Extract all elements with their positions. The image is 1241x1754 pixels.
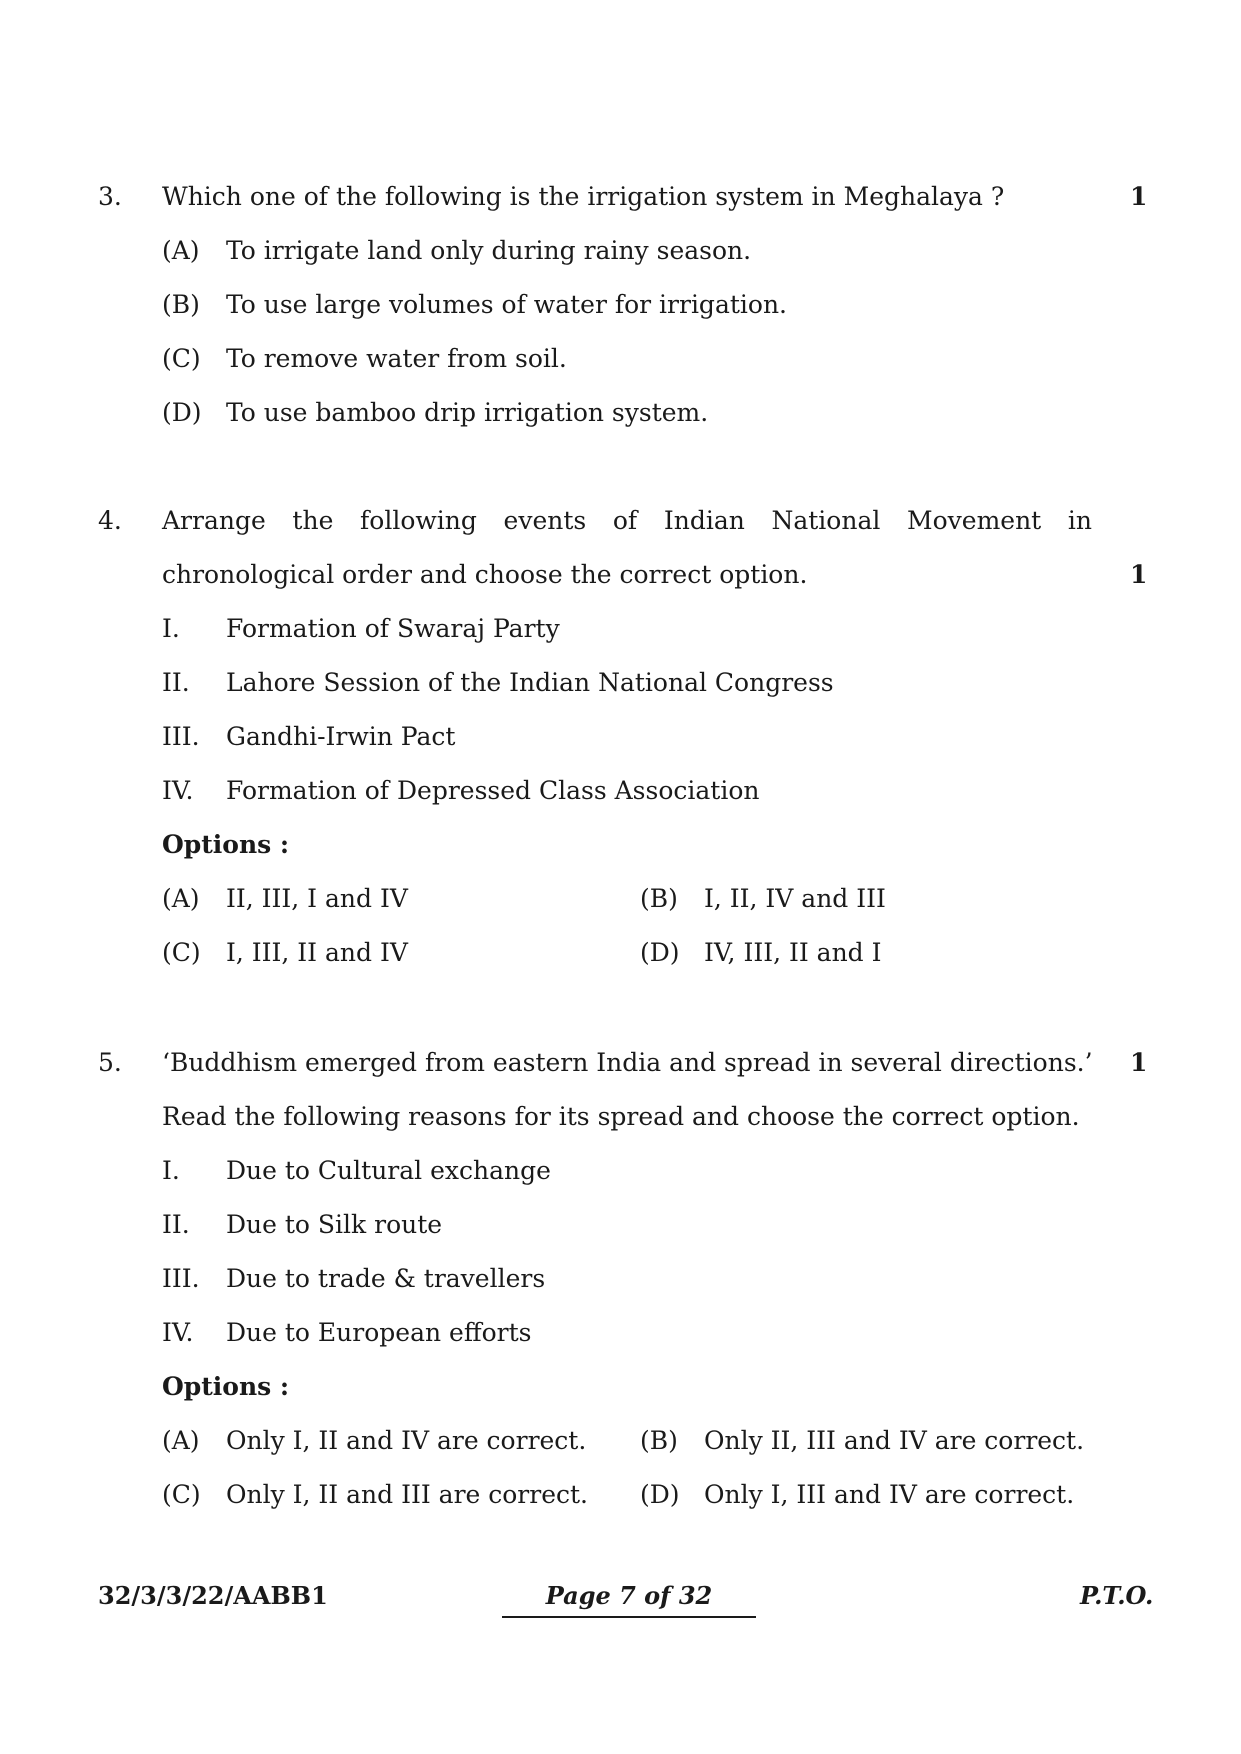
option-text: I, II, IV and III (704, 884, 886, 913)
statement-text: Due to European efforts (226, 1318, 532, 1347)
statement-text: Formation of Depressed Class Association (226, 776, 760, 805)
statement-label: IV. (162, 1318, 194, 1347)
statement-label: I. (162, 614, 180, 643)
question-marks: 1 (1130, 182, 1148, 211)
statement-text: Due to trade & travellers (226, 1264, 546, 1293)
option-text: Only I, II and IV are correct. (226, 1426, 587, 1455)
option-label: (B) (640, 1426, 678, 1455)
option-text: II, III, I and IV (226, 884, 408, 913)
option-label: (D) (640, 1480, 680, 1509)
option-label: (B) (162, 290, 200, 319)
question-number: 5. (98, 1048, 122, 1077)
options-heading: Options : (162, 1372, 290, 1401)
question-text: Read the following reasons for its spread and choose the correct option. (162, 1102, 1080, 1131)
option-label: (C) (162, 938, 201, 967)
statement-label: I. (162, 1156, 180, 1185)
statement-label: IV. (162, 776, 194, 805)
option-label: (C) (162, 1480, 201, 1509)
question-marks: 1 (1130, 560, 1148, 589)
statement-text: Formation of Swaraj Party (226, 614, 560, 643)
pto-label: P.T.O. (1080, 1581, 1154, 1610)
option-text: Only I, III and IV are correct. (704, 1480, 1075, 1509)
option-label: (A) (162, 236, 200, 265)
option-label: (A) (162, 884, 200, 913)
statement-text: Lahore Session of the Indian National Congress (226, 668, 834, 697)
option-label: (B) (640, 884, 678, 913)
option-text: To remove water from soil. (226, 344, 567, 373)
option-label: (A) (162, 1426, 200, 1455)
paper-code: 32/3/3/22/AABB1 (98, 1581, 328, 1610)
statement-text: Due to Cultural exchange (226, 1156, 551, 1185)
option-label: (D) (640, 938, 680, 967)
option-text: I, III, II and IV (226, 938, 408, 967)
option-text: To use large volumes of water for irrigation. (226, 290, 787, 319)
question-text: Arrange the following events of Indian National Movement in (162, 506, 1092, 535)
option-label: (D) (162, 398, 202, 427)
option-text: To use bamboo drip irrigation system. (226, 398, 709, 427)
statement-label: III. (162, 1264, 200, 1293)
question-text: ‘Buddhism emerged from eastern India and spread in several directions.’ (162, 1048, 1093, 1077)
option-label: (C) (162, 344, 201, 373)
question-number: 3. (98, 182, 122, 211)
question-text: chronological order and choose the correct option. (162, 560, 808, 589)
option-text: Only I, II and III are correct. (226, 1480, 588, 1509)
option-text: To irrigate land only during rainy season. (226, 236, 752, 265)
statement-label: II. (162, 668, 190, 697)
statement-text: Gandhi-Irwin Pact (226, 722, 456, 751)
options-heading: Options : (162, 830, 290, 859)
statement-text: Due to Silk route (226, 1210, 443, 1239)
option-text: IV, III, II and I (704, 938, 882, 967)
option-text: Only II, III and IV are correct. (704, 1426, 1085, 1455)
question-marks: 1 (1130, 1048, 1148, 1077)
statement-label: II. (162, 1210, 190, 1239)
question-number: 4. (98, 506, 122, 535)
statement-label: III. (162, 722, 200, 751)
question-text: Which one of the following is the irrigation system in Meghalaya ? (162, 182, 1005, 211)
page-number: Page 7 of 32 (502, 1580, 756, 1618)
